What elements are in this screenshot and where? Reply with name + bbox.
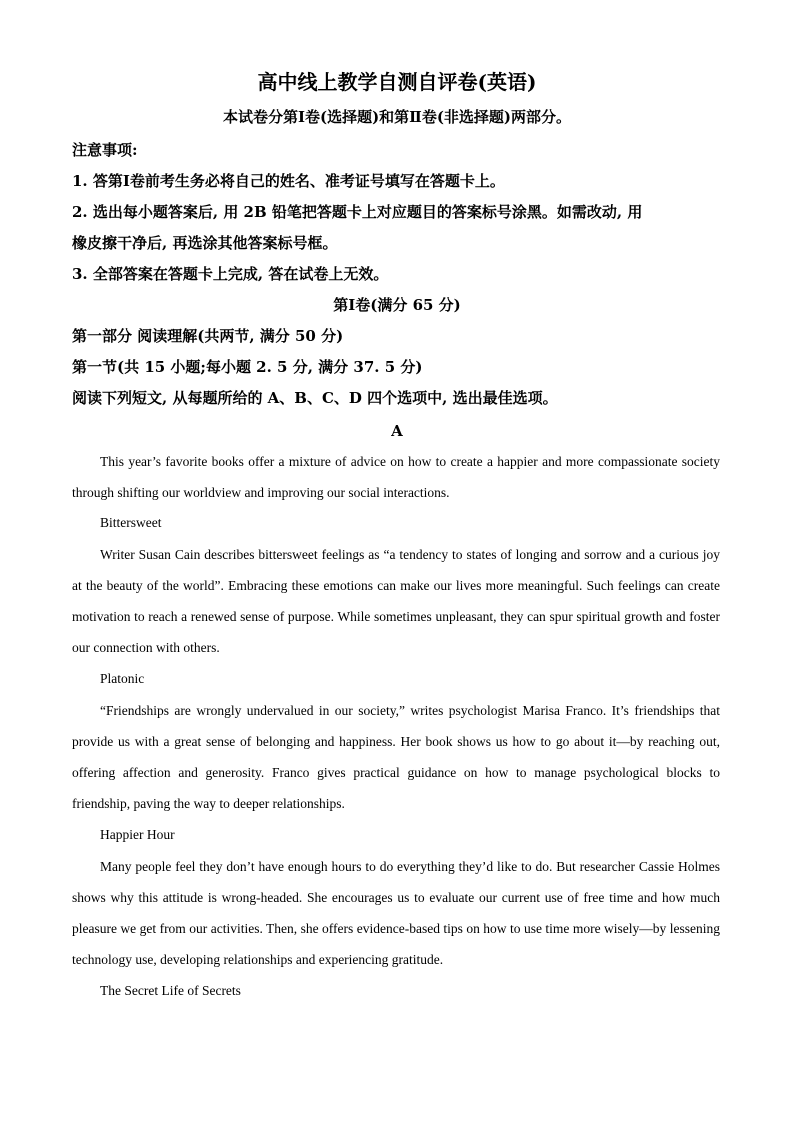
notice-item-2-line-2: 橡皮擦干净后, 再选涂其他答案标号框。: [72, 234, 338, 252]
book-title-happier-hour: Happier Hour: [100, 827, 175, 842]
exam-subtitle: 本试卷分第Ⅰ卷(选择题)和第Ⅱ卷(非选择题)两部分。: [222, 108, 572, 126]
book-text-happier-hour: Many people feel they don’t have enough hours to do everything they’d like to do. But researcher Cassie Holmes shows why this attitude is wrong-headed. She encourages us to evaluate our current use of free time and how much pleasure we get from our activities. Then, she offers evidence-based tips on how to use time more wisely—by lessening technology use, developing relationships and experiencing gratitude.: [72, 859, 720, 967]
notice-heading: 注意事项:: [72, 141, 138, 159]
passage-intro: This year’s favorite books offer a mixture of advice on how to create a happier and more compassionate society through shifting our worldview and improving our social interactions.: [72, 454, 720, 500]
reading-instruction: 阅读下列短文, 从每题所给的 A、B、C、D 四个选项中, 选出最佳选项。: [72, 389, 558, 407]
section-1-heading: 第一节(共 15 小题;每小题 2. 5 分, 满分 37. 5 分): [72, 358, 423, 376]
notice-item-1: 1. 答第Ⅰ卷前考生务必将自己的姓名、准考证号填写在答题卡上。: [72, 172, 505, 190]
notice-item-3: 3. 全部答案在答题卡上完成, 答在试卷上无效。: [72, 265, 389, 283]
part-1-heading: 第一部分 阅读理解(共两节, 满分 50 分): [72, 327, 344, 345]
book-title-bittersweet: Bittersweet: [100, 515, 162, 530]
notice-item-2-line-1: 2. 选出每小题答案后, 用 2B 铅笔把答题卡上对应题目的答案标号涂黑。如需改动, 用: [72, 203, 643, 221]
book-title-platonic: Platonic: [100, 671, 145, 686]
volume-heading: 第Ⅰ卷(满分 65 分): [333, 296, 461, 314]
passage-label: A: [391, 422, 403, 440]
book-text-platonic: “Friendships are wrongly undervalued in our society,” writes psychologist Marisa Franco. It’s friendships that provide us with a great sense of belonging and happiness. Her book shows us how to go about it—by reaching out, offering affection and generosity. Franco gives practical guidance on how to manage psychological blocks to friendship, paving the way to deeper relationships.: [72, 703, 720, 811]
book-title-secret-life: The Secret Life of Secrets: [100, 983, 241, 998]
page-title: 高中线上教学自测自评卷(英语): [257, 70, 537, 94]
book-text-bittersweet: Writer Susan Cain describes bittersweet feelings as “a tendency to states of longing and sorrow and a curious joy at the beauty of the world”. Embracing these emotions can make our lives more meaningful. Such feelings can create motivation to reach a renewed sense of purpose. While sometimes unpleasant, they can spur spiritual growth and foster our connection with others.: [72, 547, 720, 655]
